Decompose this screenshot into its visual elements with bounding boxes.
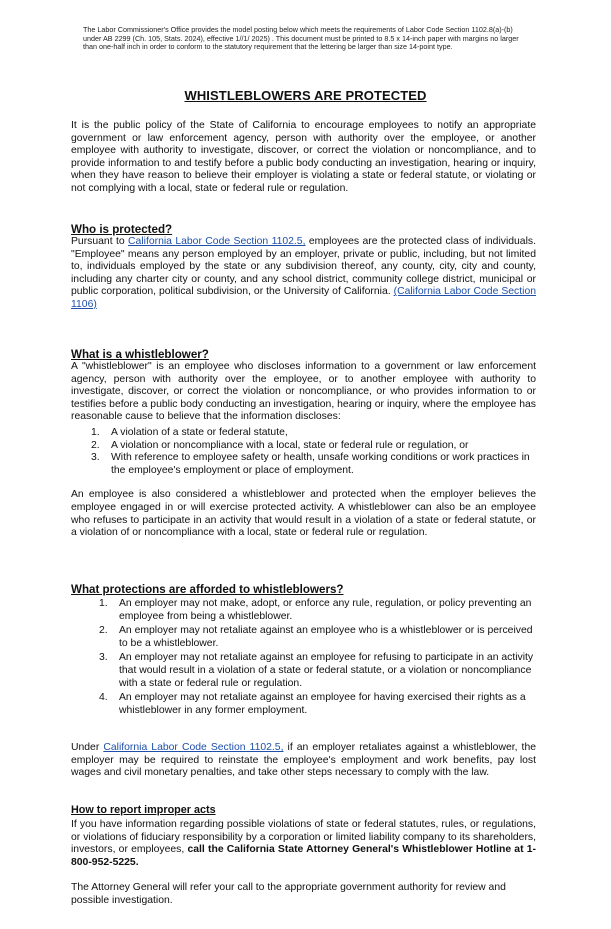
who-heading: Who is protected?	[71, 223, 173, 236]
hotline-text: call the California State Attorney General's Whistleblower Hotline at 1-800-952-5225.	[71, 844, 536, 868]
what-section	[71, 348, 536, 540]
who-pre: Pursuant to	[71, 236, 129, 247]
disclosure-list	[91, 427, 536, 477]
document-title: WHISTLEBLOWERS ARE PROTECTED	[184, 88, 427, 103]
protections-list	[99, 598, 536, 717]
list-item: 2. An employer may not retaliate against an employee who is a whistleblower or is perceived to be a whistleblower.	[99, 625, 533, 649]
report-heading: How to report improper acts	[71, 804, 216, 816]
who-section	[71, 223, 536, 312]
intro-paragraph: It is the public policy of the State of California to encourage employees to notify an appropriate government or law enforcement agency, person with authority over the employee, or another employee with authority to investigate, discover, or correct the violation or noncompliance, and to provide information to and testify before a public body conducting an investigation, hearing or inquiry, when they have reason to believe their employer is violating a state or federal statute, or violating or not complying with a local, state or federal rule or regulation.	[71, 120, 536, 194]
report-paragraph: If you have information regarding possible violations of state or federal statutes, rules, or regulations, or violations of fiduciary responsibility by a corporation or limited liability company to its shareholders, investors, or employees, call the California State Attorney General's Whistleblower Hotline at 1-800-952-5225.	[71, 819, 536, 868]
posting-notice: The Labor Commissioner's Office provides the model posting below which meets the requirements of Labor Code Section 1102.8(a)-(b) under AB 2299 (Ch. 105, Stats. 2024), effective 1//1/ 2025) . This document must be printed to 8.5 x 14-inch paper with margins no larger than one-half inch in order to conform to the statutory requirement that the lettering be larger than size 14-point type.	[83, 25, 519, 52]
who-paragraph	[71, 236, 536, 312]
report-section	[71, 804, 536, 908]
list-item: 4. An employer may not retaliate against an employee for having exercised their rights as a whistleblower in any former employment.	[99, 692, 526, 716]
labor-code-1106-link[interactable]: (California Labor Code Section 1106)	[71, 286, 536, 310]
labor-code-1102-5-link-2[interactable]: California Labor Code Section 1102.5,	[103, 742, 284, 753]
labor-code-1102-5-link[interactable]: California Labor Code Section 1102.5,	[128, 236, 306, 247]
list-item: 1. An employer may not make, adopt, or enforce any rule, regulation, or policy preventing an employee from being a whistleblower.	[99, 598, 532, 622]
under-paragraph: Under California Labor Code Section 1102.5, if an employer retaliates against a whistleblower, the employer may be required to reinstate the employee's employment and work benefits, pay lost wages and civil monetary penalties, and take other steps necessary to comply with the law.	[71, 742, 536, 779]
what-heading: What is a whistleblower?	[71, 348, 209, 361]
protections-heading: What protections are afforded to whistleblowers?	[71, 583, 344, 596]
list-item: 3. An employer may not retaliate against an employee for refusing to participate in an activity that would result in a violation of a state or federal statute, or a violation or noncompliance with a state or federal rule or regulation.	[99, 652, 534, 689]
protections-section	[71, 583, 536, 717]
list-item: 3. With reference to employee safety or health, unsafe working conditions or work practices in the employee's employment or place of employment.	[91, 452, 530, 476]
what-after-paragraph: An employee is also considered a whistleblower and protected when the employer believes the employee engaged in or will exercise protected activity. A whistleblower can also be an employee who refuses to participate in an activity that would result in a violation of a state or federal statute, or a violation of or noncompliance with a local, state or federal rule or regulation.	[71, 489, 536, 539]
what-paragraph: A "whistleblower" is an employee who discloses information to a government or law enforcement agency, person with authority over the employee, or to another employee with authority to investigate, discover, or correct the violation or noncompliance, or who provides information to or testifies before a public body conducting an investigation, hearing or inquiry, where the employee has reasonable cause to believe that the information discloses:	[71, 361, 536, 423]
who-post: employees are the protected class of individuals. "Employee" means any person employed by an employer, private or public, including, but not limited to, individuals employed by the state or any subdivision thereof, any county, city, city and county, including any charter city or county, and any school district, community college district, municipal or public corporation, political subdivision, or the University of California.	[71, 236, 536, 298]
closing-paragraph: The Attorney General will refer your call to the appropriate government authority for review and possible investigation.	[71, 882, 506, 906]
list-item: 1. A violation of a state or federal statute,	[91, 426, 288, 438]
list-item: 2. A violation or noncompliance with a local, state or federal rule or regulation, or	[91, 439, 469, 451]
